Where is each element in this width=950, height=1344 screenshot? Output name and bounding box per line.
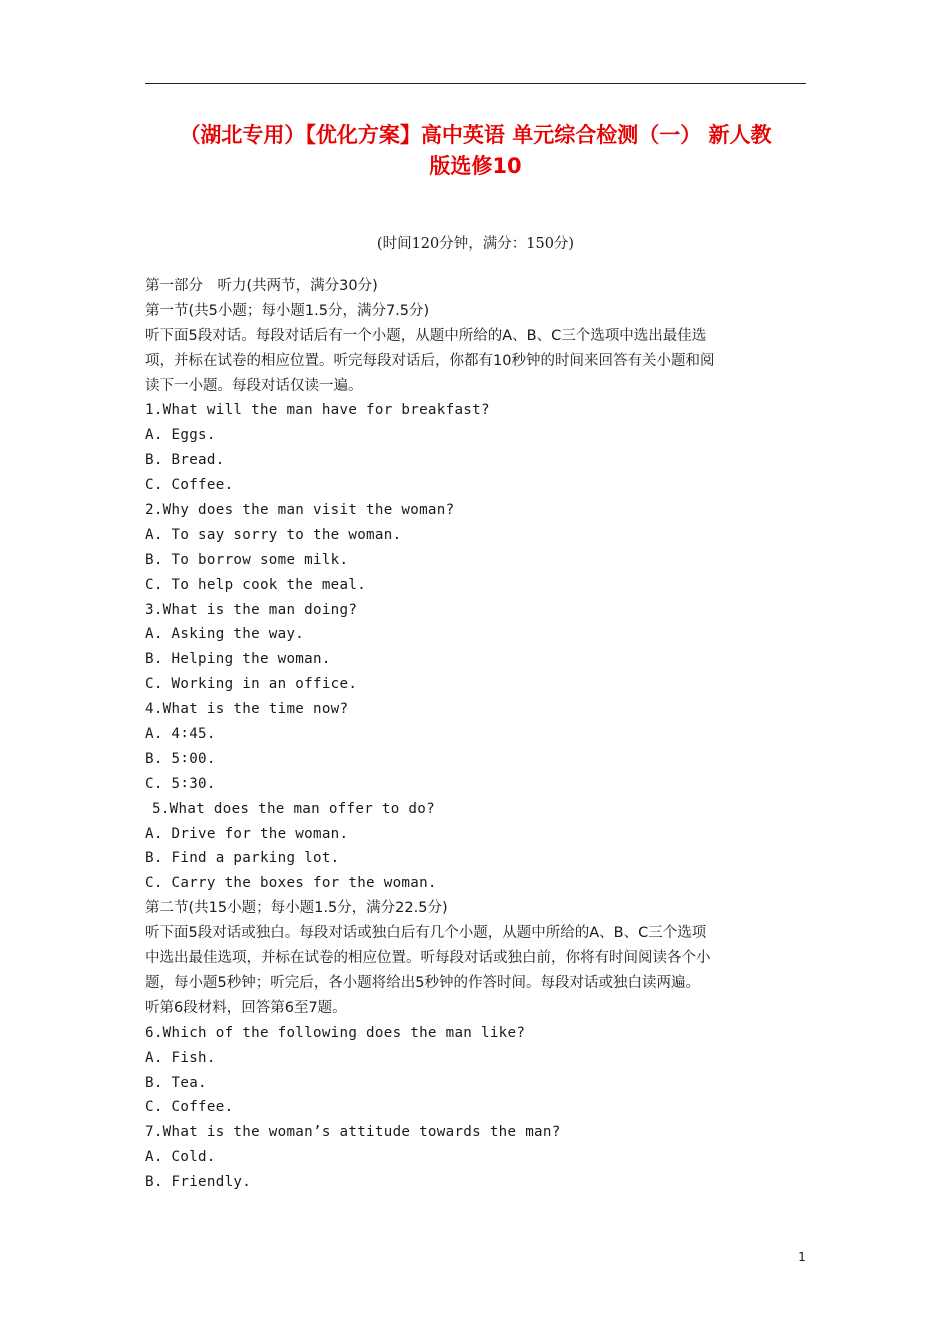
question-line: A. Fish. bbox=[145, 1049, 216, 1066]
instruction-line: 中选出最佳选项，并标在试卷的相应位置。听每段对话或独白前，你将有时间阅读各个小 bbox=[145, 950, 711, 967]
document-body bbox=[145, 274, 806, 1195]
question-line: B. 5∶00. bbox=[145, 750, 216, 767]
question-line: B. Friendly. bbox=[145, 1174, 252, 1191]
header-rule bbox=[145, 83, 806, 84]
document-title bbox=[145, 120, 806, 182]
question-line: 1.What will the man have for breakfast? bbox=[145, 402, 490, 419]
question-line: A. Asking the way. bbox=[145, 626, 305, 643]
instruction-line: 听第6段材料，回答第6至7题。 bbox=[145, 999, 347, 1016]
question-line: C. Carry the boxes for the woman. bbox=[145, 875, 437, 892]
instruction-line: 读下一小题。每段对话仅读一遍。 bbox=[145, 377, 363, 394]
instruction-line: 题，每小题5秒钟；听完后，各小题将给出5秒钟的作答时间。每段对话或独白读两遍。 bbox=[145, 974, 700, 991]
question-line: A. To say sorry to the woman. bbox=[145, 526, 402, 543]
question-line: 3.What is the man doing? bbox=[145, 601, 358, 618]
title-line-2: 版选修10 bbox=[429, 154, 522, 178]
instruction-line: 第二节(共15小题；每小题1.5分，满分22.5分) bbox=[145, 900, 448, 917]
question-line: 4.What is the time now? bbox=[145, 701, 349, 718]
question-line: B. To borrow some milk. bbox=[145, 551, 349, 568]
question-line: 5.What does the man offer to do? bbox=[152, 800, 435, 817]
question-line: C. Coffee. bbox=[145, 1099, 234, 1116]
question-line: B. Bread. bbox=[145, 452, 225, 469]
instruction-line: 听下面5段对话。每段对话后有一个小题，从题中所给的A、B、C三个选项中选出最佳选 bbox=[145, 327, 707, 344]
question-line: B. Helping the woman. bbox=[145, 651, 331, 668]
question-line: 6.Which of the following does the man like? bbox=[145, 1024, 526, 1041]
question-line: C. 5∶30. bbox=[145, 775, 216, 792]
question-line: B. Tea. bbox=[145, 1074, 207, 1091]
question-line: C. Coffee. bbox=[145, 477, 234, 494]
question-line: A. Eggs. bbox=[145, 427, 216, 444]
question-line: 7.What is the woman’s attitude towards the man? bbox=[145, 1124, 561, 1141]
instruction-line: 听下面5段对话或独白。每段对话或独白后有几个小题，从题中所给的A、B、C三个选项 bbox=[145, 925, 707, 942]
instruction-line: 第一部分 听力(共两节，满分30分) bbox=[145, 278, 378, 294]
question-line: C. To help cook the meal. bbox=[145, 576, 367, 593]
question-line: A. 4∶45. bbox=[145, 726, 216, 743]
instruction-line: 项，并标在试卷的相应位置。听完每段对话后，你都有10秒钟的时间来回答有关小题和阅 bbox=[145, 352, 715, 369]
question-line: 2.Why does the man visit the woman? bbox=[145, 502, 455, 519]
question-line: B. Find a parking lot. bbox=[145, 850, 340, 867]
page-number: 1 bbox=[798, 1250, 806, 1264]
question-line: C. Working in an office. bbox=[145, 676, 358, 693]
exam-meta: (时间120分钟，满分：150分) bbox=[376, 236, 575, 252]
title-line-1: （湖北专用）【优化方案】高中英语 单元综合检测（一） 新人教 bbox=[179, 123, 772, 147]
question-line: A. Cold. bbox=[145, 1149, 216, 1166]
instruction-line: 第一节(共5小题；每小题1.5分，满分7.5分) bbox=[145, 302, 430, 319]
question-line: A. Drive for the woman. bbox=[145, 825, 349, 842]
